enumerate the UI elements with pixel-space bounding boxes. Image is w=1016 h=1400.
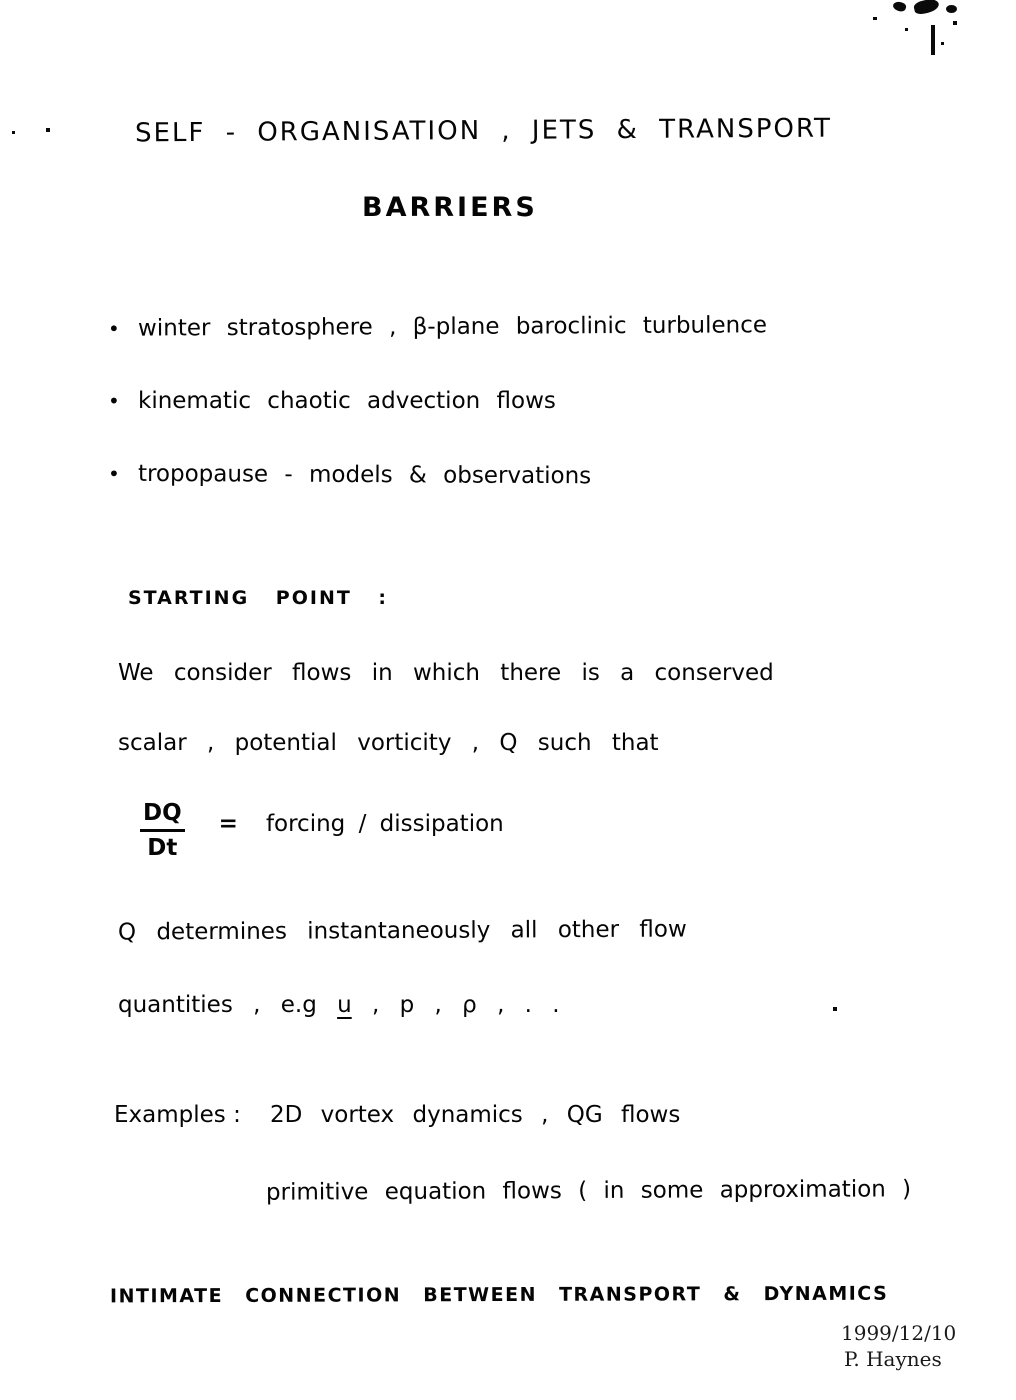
- footer-author: P. Haynes: [844, 1347, 942, 1371]
- bullet-text: tropopause - models & observations: [137, 460, 592, 490]
- scan-noise-dot: [833, 1007, 837, 1011]
- paragraph2-line2-prefix: quantities , e.g: [118, 992, 338, 1018]
- scan-noise-tick: [931, 25, 935, 55]
- bullet-dot: •: [107, 461, 120, 486]
- bullet-item-kinematic-advection: [108, 388, 556, 414]
- scan-noise-dot: [941, 42, 944, 45]
- bullet-dot: •: [108, 389, 120, 413]
- paragraph2-line1: Q determines instantaneously all other flow: [117, 916, 687, 946]
- paragraph1-line1: We consider flows in which there is a conserved: [118, 660, 774, 686]
- section-heading-starting-point: STARTING POINT :: [128, 587, 389, 609]
- bullet-item-winter-stratosphere: [108, 312, 767, 341]
- bullet-text: winter stratosphere , β-plane baroclinic turbulence: [137, 312, 768, 342]
- equation-denominator: Dt: [147, 835, 178, 861]
- examples-label: Examples :: [114, 1102, 241, 1128]
- scan-noise-blob: [913, 0, 940, 15]
- page-title-line2: BARRIERS: [362, 192, 538, 223]
- scan-noise-blob: [892, 0, 907, 13]
- page-title-line1: SELF - ORGANISATION , JETS & TRANSPORT: [134, 113, 833, 149]
- scan-noise-dot: [46, 128, 50, 132]
- equation-fraction: [140, 800, 185, 861]
- vector-u-symbol: u: [337, 992, 352, 1018]
- paragraph2-line2-suffix: , p , ρ , . .: [351, 992, 560, 1018]
- footer-statement: INTIMATE CONNECTION BETWEEN TRANSPORT & DYNAMICS: [109, 1282, 889, 1308]
- examples-line2: primitive equation flows ( in some approximation ): [265, 1176, 912, 1206]
- bullet-item-tropopause: [108, 461, 591, 490]
- bullet-dot: •: [107, 316, 120, 341]
- scan-noise-dot: [953, 21, 957, 25]
- scan-noise-dot: [905, 28, 908, 31]
- bullet-text: kinematic chaotic advection flows: [138, 388, 556, 414]
- equation-rhs: forcing / dissipation: [265, 810, 504, 837]
- equation-dq-dt: [140, 800, 504, 861]
- footer-date: 1999/12/10: [841, 1321, 957, 1345]
- paragraph2-line2: [118, 992, 560, 1018]
- equation-equals-sign: =: [218, 810, 238, 837]
- equation-numerator: DQ: [140, 800, 185, 832]
- scan-noise-dot: [12, 131, 15, 134]
- scan-noise-dot: [873, 17, 877, 20]
- examples-line1: 2D vortex dynamics , QG flows: [270, 1102, 681, 1128]
- paragraph1-line2: scalar , potential vorticity , Q such that: [118, 730, 659, 756]
- scan-noise-blob: [946, 5, 957, 13]
